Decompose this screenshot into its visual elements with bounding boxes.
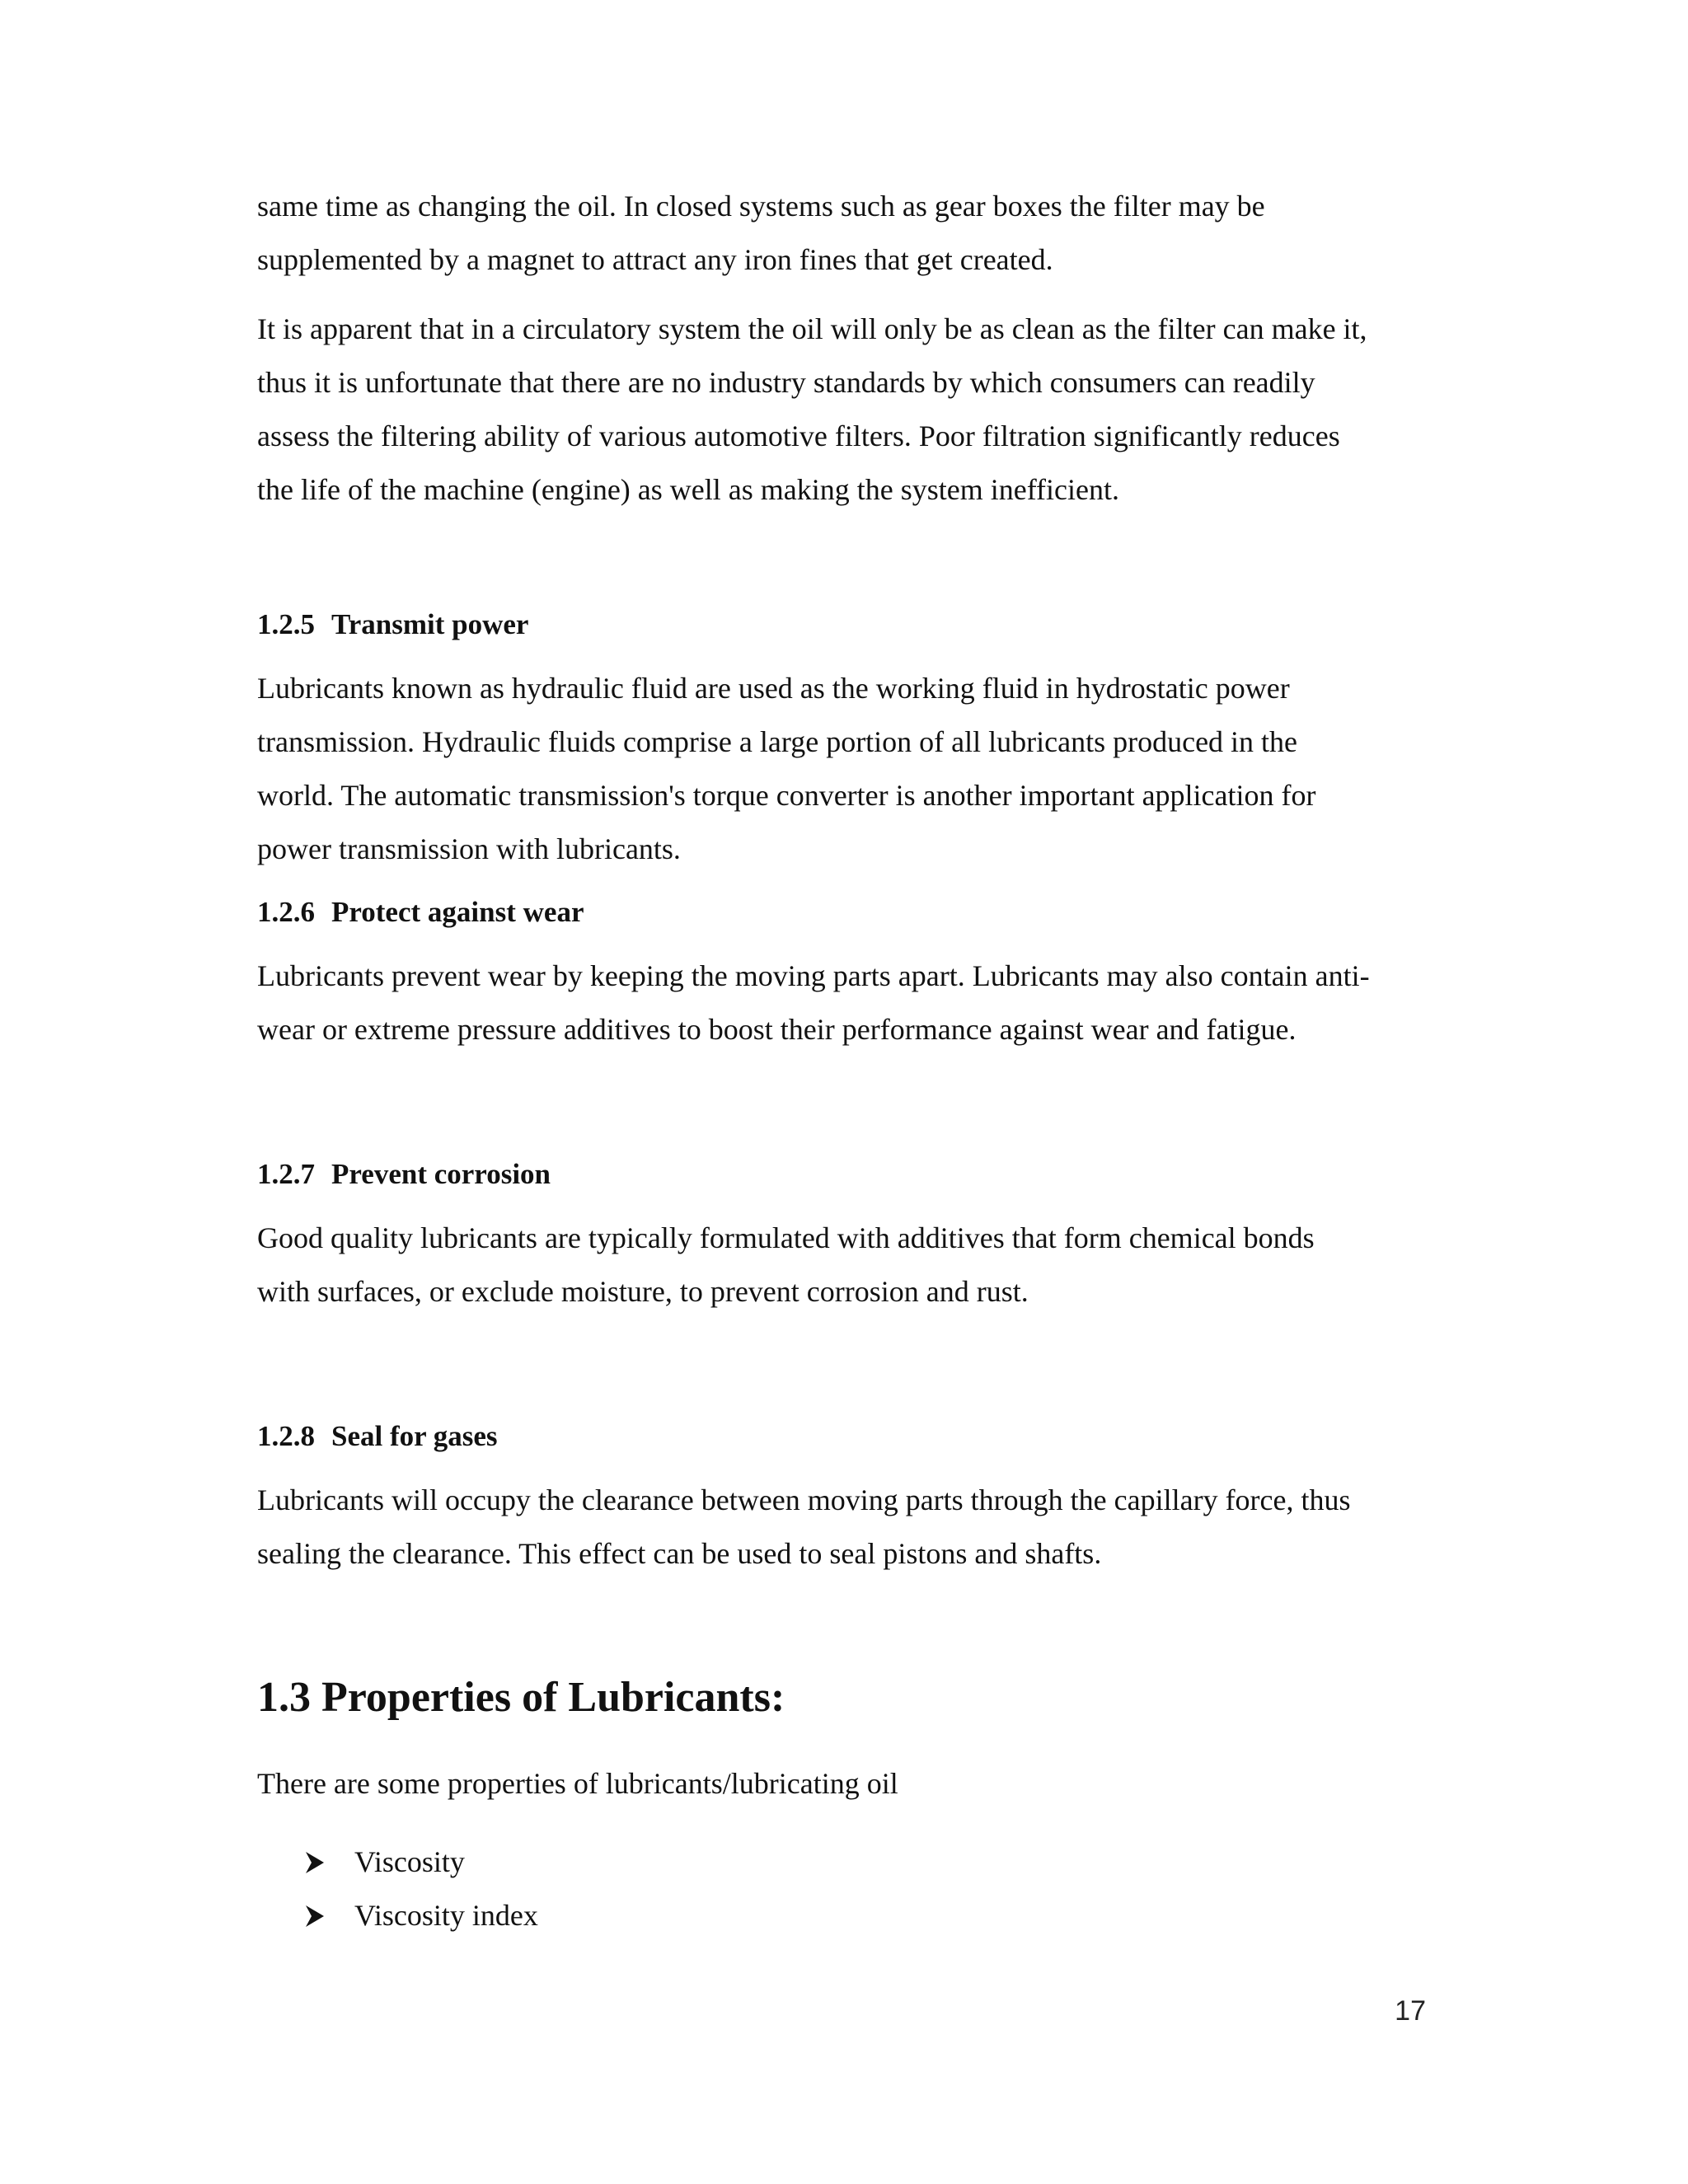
section-number: 1.2.7 — [257, 1158, 315, 1190]
text-line: Lubricants will occupy the clearance between moving parts through the capillary force, thus — [257, 1483, 1351, 1516]
paragraph-continued — [257, 180, 1428, 287]
section-heading-transmit-power — [257, 600, 1428, 649]
paragraph-filtration — [257, 302, 1428, 517]
page-content — [257, 180, 1428, 1943]
section-title: Protect against wear — [331, 896, 584, 928]
text-line: It is apparent that in a circulatory system the oil will only be as clean as the filter can make it, — [257, 312, 1367, 345]
text-line: the life of the machine (engine) as well as making the system inefficient. — [257, 473, 1119, 506]
section-title: Transmit power — [331, 608, 529, 640]
text-line: assess the filtering ability of various automotive filters. Poor filtration significantly reduces — [257, 419, 1340, 452]
list-item — [305, 1835, 1428, 1889]
arrowhead-bullet-icon — [305, 1905, 325, 1928]
section-title: Seal for gases — [331, 1420, 498, 1452]
section-number: 1.2.5 — [257, 608, 315, 640]
section-body-transmit-power — [257, 662, 1428, 876]
text-line: world. The automatic transmission's torque converter is another important application for — [257, 779, 1316, 812]
section-title: Prevent corrosion — [331, 1158, 551, 1190]
section-heading-seal-for-gases — [257, 1412, 1428, 1461]
section-heading-protect-against-wear — [257, 888, 1428, 937]
section-body-prevent-corrosion — [257, 1212, 1428, 1319]
list-item — [305, 1889, 1428, 1943]
page-number: 17 — [1395, 1995, 1426, 2027]
properties-intro: There are some properties of lubricants/lubricating oil — [257, 1767, 898, 1800]
section-number: 1.2.8 — [257, 1420, 315, 1452]
section-number: 1.2.6 — [257, 896, 315, 928]
text-line: power transmission with lubricants. — [257, 832, 681, 865]
section-body-protect-against-wear — [257, 949, 1428, 1057]
text-line: thus it is unfortunate that there are no industry standards by which consumers can readily — [257, 366, 1315, 399]
text-line: Lubricants prevent wear by keeping the moving parts apart. Lubricants may also contain anti- — [257, 959, 1370, 992]
section-body-seal-for-gases — [257, 1474, 1428, 1581]
properties-list — [257, 1835, 1428, 1943]
arrowhead-bullet-icon — [305, 1851, 325, 1874]
text-line: wear or extreme pressure additives to boost their performance against wear and fatigue. — [257, 1013, 1296, 1046]
list-item-label: Viscosity — [354, 1845, 465, 1878]
text-line: Good quality lubricants are typically formulated with additives that form chemical bonds — [257, 1221, 1315, 1254]
list-item-label: Viscosity index — [354, 1899, 538, 1932]
text-line: with surfaces, or exclude moisture, to prevent corrosion and rust. — [257, 1275, 1029, 1308]
text-line: same time as changing the oil. In closed systems such as gear boxes the filter may be — [257, 190, 1265, 223]
section-heading-prevent-corrosion — [257, 1150, 1428, 1199]
text-line: Lubricants known as hydraulic fluid are used as the working fluid in hydrostatic power — [257, 672, 1290, 705]
text-line: transmission. Hydraulic fluids comprise a large portion of all lubricants produced in the — [257, 725, 1298, 758]
text-line: sealing the clearance. This effect can be used to seal pistons and shafts. — [257, 1537, 1102, 1570]
text-line: supplemented by a magnet to attract any iron fines that get created. — [257, 243, 1053, 276]
heading-properties-of-lubricants: 1.3 Properties of Lubricants: — [257, 1674, 785, 1721]
